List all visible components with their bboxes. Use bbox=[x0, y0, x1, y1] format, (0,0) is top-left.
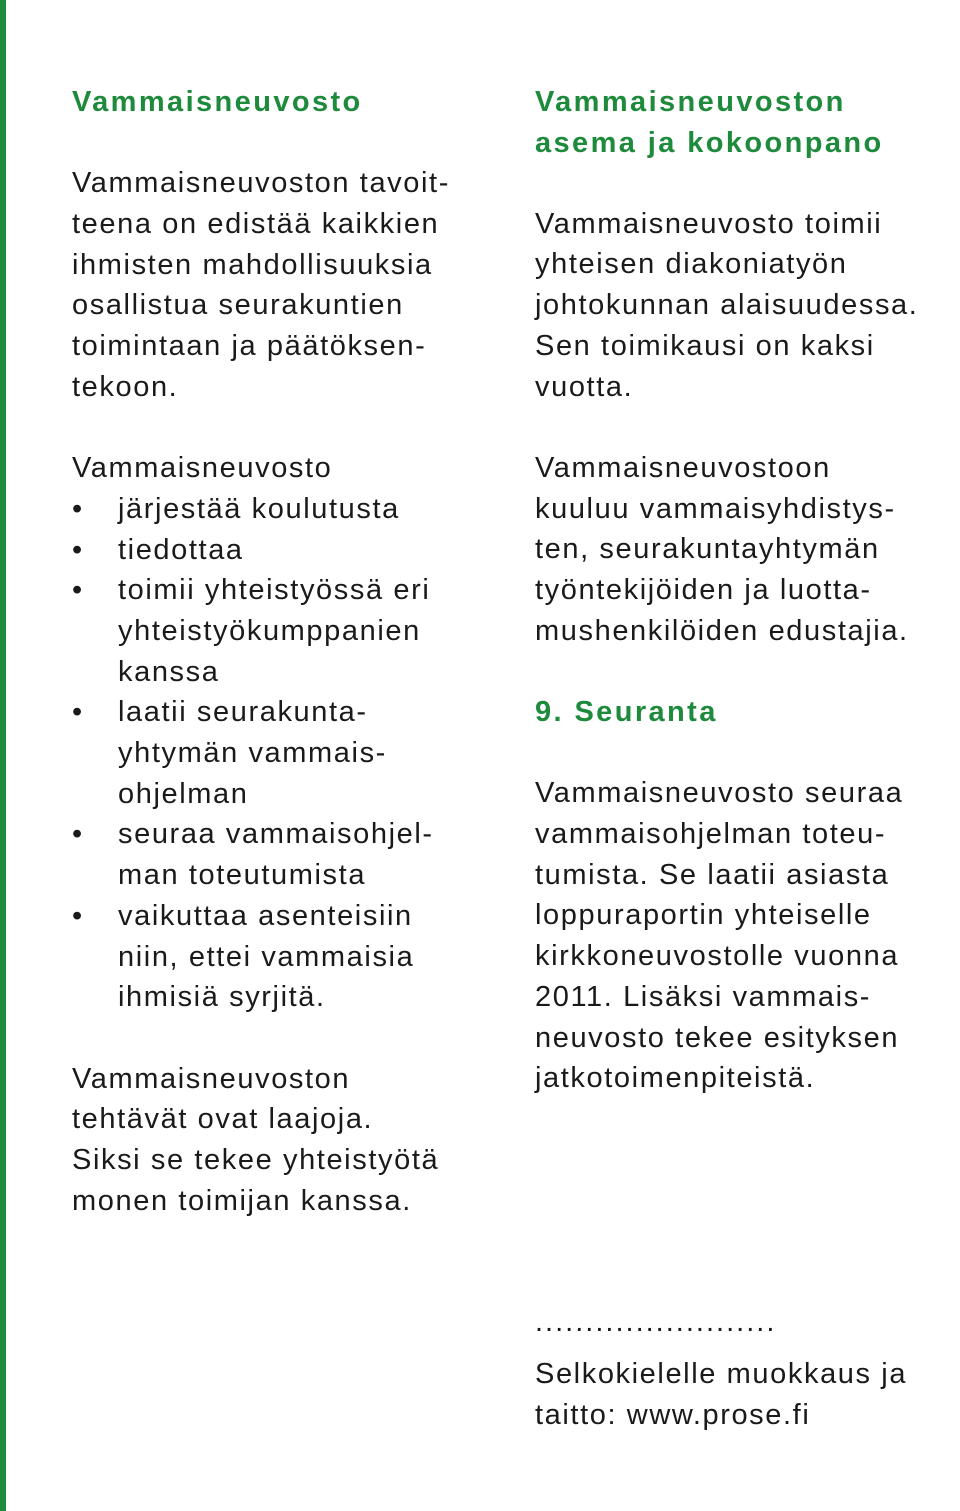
heading-line: Vammaisneuvoston bbox=[535, 86, 846, 118]
bullet-icon: • bbox=[72, 899, 84, 932]
text-line: Vammaisneuvostoon bbox=[535, 451, 831, 484]
dotted-divider: ........................ bbox=[535, 1312, 777, 1332]
paragraph-toimikausi bbox=[535, 204, 945, 408]
heading-line: asema ja kokoonpano bbox=[535, 126, 884, 159]
text-line: monen toimijan kanssa. bbox=[72, 1184, 412, 1217]
text-line: taitto: www.prose.fi bbox=[535, 1398, 811, 1431]
credits-footer bbox=[535, 1312, 955, 1435]
green-margin-bar bbox=[0, 0, 6, 1511]
text-line: tumista. Se laatii asiasta bbox=[535, 858, 890, 891]
list-item bbox=[72, 530, 492, 571]
list-intro: Vammaisneuvosto bbox=[72, 452, 333, 485]
text-line: Vammaisneuvoston tavoit- bbox=[72, 167, 450, 200]
list-item bbox=[72, 570, 492, 692]
section-heading-asema bbox=[535, 82, 945, 163]
text-line: ten, seurakuntayhtymän bbox=[535, 533, 880, 566]
bullet-icon: • bbox=[72, 492, 84, 525]
closing-paragraph bbox=[72, 1059, 492, 1222]
text-line: tiedottaa bbox=[118, 533, 244, 566]
text-line: osallistua seurakuntien bbox=[72, 289, 404, 322]
list-item bbox=[72, 489, 492, 530]
left-column bbox=[72, 82, 492, 1221]
text-line: tekoon. bbox=[72, 370, 179, 403]
text-line: kirkkoneuvostolle vuonna bbox=[535, 940, 900, 973]
text-line: kanssa bbox=[118, 655, 220, 688]
credits-text bbox=[535, 1354, 955, 1435]
paragraph-kokoonpano bbox=[535, 448, 945, 652]
bullet-icon: • bbox=[72, 818, 84, 851]
task-list bbox=[72, 489, 492, 1018]
text-line: ihmisiä syrjitä. bbox=[118, 981, 326, 1014]
intro-paragraph bbox=[72, 163, 492, 407]
text-line: toimii yhteistyössä eri bbox=[118, 574, 431, 607]
text-line: vammaisohjelman toteu- bbox=[535, 817, 887, 850]
text-line: kuuluu vammaisyhdistys- bbox=[535, 492, 896, 525]
text-line: jatkotoimenpiteistä. bbox=[535, 1062, 816, 1095]
text-line: 2011. Lisäksi vammais- bbox=[535, 980, 872, 1013]
text-line: yhtymän vammais- bbox=[118, 737, 387, 770]
text-line: Vammaisneuvoston bbox=[72, 1062, 351, 1095]
section-heading-seuranta: 9. Seuranta bbox=[535, 696, 718, 729]
list-item bbox=[72, 692, 492, 814]
text-line: ihmisten mahdollisuuksia bbox=[72, 248, 433, 281]
bullet-icon: • bbox=[72, 533, 84, 566]
text-line: Siksi se tekee yhteistyötä bbox=[72, 1144, 440, 1177]
text-line: loppuraportin yhteiselle bbox=[535, 899, 872, 932]
text-line: ohjelman bbox=[118, 777, 249, 810]
paragraph-seuranta bbox=[535, 773, 945, 1099]
text-line: Sen toimikausi on kaksi bbox=[535, 329, 875, 362]
text-line: Vammaisneuvosto seuraa bbox=[535, 777, 904, 810]
bullet-icon: • bbox=[72, 574, 84, 607]
text-line: vaikuttaa asenteisiin bbox=[118, 899, 413, 932]
text-line: tehtävät ovat laajoja. bbox=[72, 1103, 374, 1136]
bullet-icon: • bbox=[72, 696, 84, 729]
text-line: man toteutumista bbox=[118, 859, 367, 892]
section-heading-vammaisneuvosto: Vammaisneuvosto bbox=[72, 86, 363, 118]
text-line: seuraa vammaisohjel- bbox=[118, 818, 434, 851]
text-line: yhteisen diakoniatyön bbox=[535, 248, 848, 281]
text-line: yhteistyökumppanien bbox=[118, 614, 421, 647]
list-item bbox=[72, 896, 492, 1018]
text-line: työntekijöiden ja luotta- bbox=[535, 574, 872, 606]
list-item bbox=[72, 814, 492, 895]
text-line: neuvosto tekee esityksen bbox=[535, 1021, 900, 1054]
text-line: järjestää koulutusta bbox=[118, 492, 400, 525]
text-line: Selkokielelle muokkaus ja bbox=[535, 1358, 908, 1390]
text-line: teena on edistää kaikkien bbox=[72, 207, 440, 240]
text-line: toimintaan ja päätöksen- bbox=[72, 330, 427, 362]
text-line: laatii seurakunta- bbox=[118, 696, 368, 729]
right-column bbox=[535, 82, 945, 1099]
text-line: niin, ettei vammaisia bbox=[118, 940, 415, 973]
text-line: vuotta. bbox=[535, 370, 634, 403]
text-line: Vammaisneuvosto toimii bbox=[535, 207, 883, 240]
text-line: mushenkilöiden edustajia. bbox=[535, 614, 909, 647]
text-line: johtokunnan alaisuudessa. bbox=[535, 289, 919, 322]
